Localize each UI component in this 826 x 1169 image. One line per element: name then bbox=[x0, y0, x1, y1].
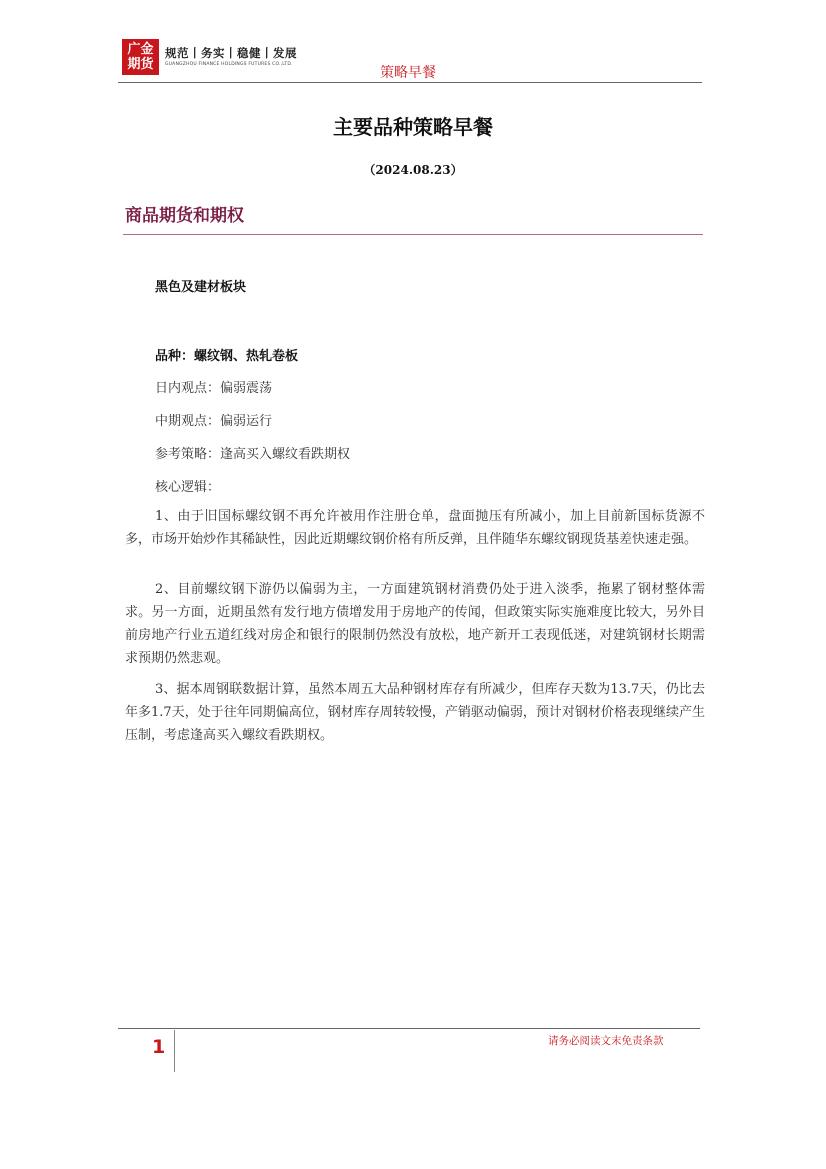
logic-paragraph-3: 3、据本周钢联数据计算，虽然本周五大品种钢材库存有所减少，但库存天数为13.7天，仍比去年多1.7天，处于往年同期偏高位，钢材库存周转较慢，产销驱动偏弱，预计对钢材价格表现继续产生压制，考虑逢高买入螺纹看跌期权。 bbox=[125, 682, 705, 743]
logic-paragraph-1: 1、由于旧国标螺纹钢不再允许被用作注册仓单，盘面抛压有所减小，加上目前新国标货源不多，市场开始炒作其稀缺性，因此近期螺纹钢价格有所反弹，且伴随华东螺纹钢现货基差快速走强。 bbox=[125, 509, 705, 547]
logic-paragraph-2: 2、目前螺纹钢下游仍以偏弱为主，一方面建筑钢材消费仍处于进入淡季，拖累了钢材整体需求。另一方面，近期虽然有发行地方债增发用于房地产的传闻，但政策实际实施难度比较大，另外目前房地产行业五道红线对房企和银行的限制仍然没有放松，地产新开工表现低迷，对建筑钢材长期需求预期仍然悲观。 bbox=[125, 582, 705, 666]
company-name-en: GUANGZHOU FINANCE HOLDINGS FUTURES CO.,LTD. bbox=[165, 62, 293, 67]
midterm-view: 中期观点：偏弱运行 bbox=[155, 414, 273, 429]
core-logic-label: 核心逻辑： bbox=[155, 480, 221, 495]
section-divider bbox=[123, 234, 703, 235]
document-title: 主要品种策略早餐 bbox=[333, 115, 493, 139]
logo-text-top: 广金 bbox=[127, 42, 154, 57]
report-type: 策略早餐 bbox=[380, 65, 436, 81]
company-logo bbox=[122, 39, 159, 75]
variety-heading: 品种：螺纹钢、热轧卷板 bbox=[155, 349, 299, 364]
page-number: 1 bbox=[152, 1036, 166, 1058]
company-slogan: 规范丨务实丨稳健丨发展 bbox=[165, 46, 297, 60]
footer-vertical-divider bbox=[174, 1030, 175, 1072]
header-divider bbox=[118, 82, 702, 83]
intraday-view: 日内观点：偏弱震荡 bbox=[155, 381, 273, 396]
document-date: （2024.08.23） bbox=[363, 163, 463, 177]
section-heading: 商品期货和期权 bbox=[125, 206, 244, 226]
footer-divider bbox=[118, 1028, 700, 1029]
subsection-heading: 黑色及建材板块 bbox=[155, 280, 247, 295]
disclaimer-note: 请务必阅读文末免责条款 bbox=[548, 1035, 664, 1047]
strategy-view: 参考策略：逢高买入螺纹看跌期权 bbox=[155, 447, 351, 462]
logo-text-bottom: 期货 bbox=[127, 57, 154, 72]
